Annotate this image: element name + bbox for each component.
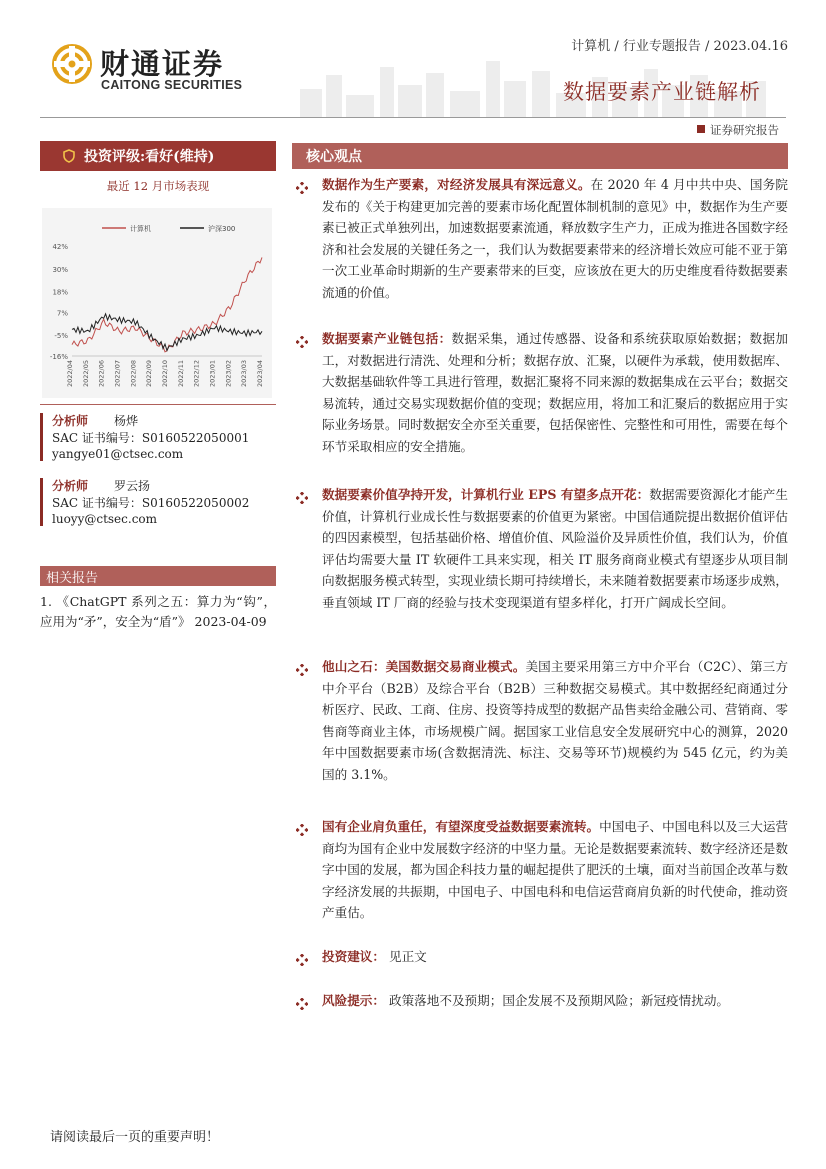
x-tick-label: 2022/06 <box>97 360 106 388</box>
analyst-email[interactable]: yangye01@ctsec.com <box>52 447 184 461</box>
analyst-block-2 <box>40 478 276 528</box>
y-tick-label: 7% <box>56 309 68 318</box>
report-type-marker <box>697 125 705 133</box>
key-point-lead: 他山之石：美国数据交易商业模式。 <box>322 659 526 674</box>
x-tick-label: 2022/08 <box>129 360 138 388</box>
analyst-block-1 <box>40 413 276 463</box>
brand-name-en: CAITONG SECURITIES <box>101 78 243 92</box>
x-tick-label: 2023/02 <box>224 360 233 388</box>
x-tick-label: 2023/03 <box>240 360 249 388</box>
series-line-1 <box>72 314 262 351</box>
section-title: 核心观点 <box>292 143 788 169</box>
related-report-item[interactable]: 1. 《ChatGPT 系列之五：算力为“钩”，应用为“矛”，安全为“盾”》 2023-04-09 <box>40 594 276 629</box>
y-tick-label: -5% <box>54 332 68 341</box>
brand-logo-icon <box>52 44 92 84</box>
analyst-sac: SAC 证书编号：S0160522050001 <box>52 430 250 445</box>
key-point-lead: 数据要素产业链包括： <box>322 331 452 346</box>
header-divider <box>40 117 786 118</box>
diamond-bullet-icon <box>296 179 308 191</box>
key-point-body: 数据采集，通过传感器、设备和系统获取原始数据；数据加工，对数据进行清洗、处理和分析；数据存放、汇聚，以硬件为承载，使用数据库、大数据基础软件等工具进行管理，数据汇聚将不同来源的数据集成在云平台；数据交易流转，通过交易实现数据价值的变现；数据应用，将加工和汇聚后的数据应用于实际业务场景。同时数据安全亦至关重要，包括保密性、完整性和可用性，需要在每个环节采取相应的安全措施。 <box>322 331 789 454</box>
key-point-lead: 国有企业肩负重任，有望深度受益数据要素流转。 <box>322 819 600 834</box>
diamond-bullet-icon <box>296 489 308 501</box>
key-point-paragraph <box>322 174 788 304</box>
analyst-name: 罗云扬 <box>114 479 151 493</box>
diamond-bullet-icon <box>296 951 308 963</box>
y-tick-label: 42% <box>52 243 68 251</box>
diamond-bullet-icon <box>296 333 308 345</box>
x-tick-label: 2023/01 <box>208 360 217 388</box>
shield-icon <box>62 149 76 163</box>
x-tick-label: 2023/04 <box>256 360 264 388</box>
report-title: 数据要素产业链解析 <box>563 80 761 104</box>
key-point-body: 在 2020 年 4 月中共中央、国务院发布的《关于构建更加完善的要素市场化配置体制机制的意见》中，数据作为生产要素已被正式单独列出，加速数据要素流通，释放数字生产力，正成为推进各国数字经济和社会发展的关键任务之一，我们认为数据要素带来的经济增长效应可能不亚于第一次工业革命时期新的生产要素带来的巨变，应该放在更大的历史维度看待数据要素流通的价值。 <box>322 177 789 300</box>
analyst-sac: SAC 证书编号：S0160522050002 <box>52 495 250 510</box>
analyst-role: 分析师 <box>52 414 89 428</box>
key-point-body: 美国主要采用第三方中介平台（C2C）、第三方中介平台（B2B）及综合平台（B2B）三种数据交易模式。其中数据经纪商通过分析医疗、民政、工商、住房、投资等持成型的数据产品售卖给金融公司、营销商、零售商等商业主体，市场规模广阔。据国家工业信息安全发展研究中心的测算，2020 年中国数据要素市场(含数据清洗、标注、交易等环节)规模约为 545 亿元，约为美国的 3.1%。 <box>322 659 788 782</box>
key-point-lead: 数据要素价值孕持开发，计算机行业 EPS 有望多点开花： <box>322 487 650 502</box>
related-reports-header: 相关报告 <box>40 566 276 586</box>
analyst-role: 分析师 <box>52 479 89 493</box>
analyst-bar <box>40 413 43 461</box>
analyst-name: 杨烨 <box>114 414 139 428</box>
x-tick-label: 2022/05 <box>81 360 90 388</box>
diamond-bullet-icon <box>296 661 308 673</box>
x-tick-label: 2022/07 <box>113 360 122 388</box>
key-point-body: 政策落地不及预期；国企发展不及预期风险；新冠疫情扰动。 <box>388 993 729 1008</box>
legend-label: 计算机 <box>130 225 151 233</box>
y-tick-label: -16% <box>49 353 68 361</box>
x-tick-label: 2022/10 <box>161 360 169 388</box>
brand-name-cn: 财通证券 <box>100 47 225 81</box>
series-line-0 <box>72 257 262 352</box>
breadcrumb: 计算机 / 行业专题报告 / 2023.04.16 <box>571 39 788 54</box>
key-point-lead: 投资建议： <box>322 949 385 964</box>
x-tick-label: 2022/12 <box>192 360 201 388</box>
key-point-paragraph <box>322 816 788 924</box>
report-type: 证券研究报告 <box>710 123 779 137</box>
key-point-paragraph <box>322 656 788 786</box>
chart-caption: 最近 12 月市场表现 <box>106 179 210 193</box>
key-point-paragraph <box>322 328 788 458</box>
key-point-paragraph <box>322 990 788 1012</box>
footer-disclaimer: 请阅读最后一页的重要声明！ <box>50 1130 220 1145</box>
key-point-lead: 风险提示： <box>322 993 385 1008</box>
key-point-body: 中国电子、中国电科以及三大运营商均为国有企业中发展数字经济的中坚力量。无论是数据要素流转、数字经济还是数字中国的发展，都为国企科技力量的崛起提供了肥沃的土壤，面对当前国企改革与数字经济发展的共振期，中国电子、中国电科和电信运营商肩负新的时代使命，推动资产重估。 <box>322 819 789 921</box>
rating-banner <box>40 141 276 171</box>
x-tick-label: 2022/04 <box>66 360 74 388</box>
y-tick-label: 30% <box>52 265 68 274</box>
key-point-paragraph <box>322 946 788 968</box>
legend-label: 沪深300 <box>208 225 236 233</box>
diamond-bullet-icon <box>296 821 308 833</box>
analyst-bar <box>40 478 43 526</box>
x-tick-label: 2022/09 <box>145 360 154 388</box>
market-chart <box>42 208 272 398</box>
analyst-email[interactable]: luoyy@ctsec.com <box>52 512 158 526</box>
key-point-body: 数据需要资源化才能产生价值，计算机行业成长性与数据要素的价值更为紧密。中国信通院提出数据价值评估的四因素模型，包括基础价格、增值价值、风险溢价及异质性价值，我们认为，价值评估均需要大量 IT 软硬件工具来实现，相关 IT 服务商商业模式有望逐步从项目制向数据服务模式转型，实现业绩长期可持续增长，未来随着数据要素市场逐步成熟，垂直领域 IT 厂商的经验与技术变现渠道有望多样化，打开广阔成长空间。 <box>322 487 789 610</box>
x-tick-label: 2022/11 <box>176 360 185 388</box>
rating-label: 投资评级:看好(维持) <box>84 149 215 165</box>
analyst-divider <box>40 404 276 405</box>
diamond-bullet-icon <box>296 995 308 1007</box>
key-point-lead: 数据作为生产要素，对经济发展具有深远意义。 <box>322 177 591 192</box>
key-point-paragraph <box>322 484 788 614</box>
y-tick-label: 18% <box>52 288 68 297</box>
key-point-body: 见正文 <box>388 949 427 964</box>
